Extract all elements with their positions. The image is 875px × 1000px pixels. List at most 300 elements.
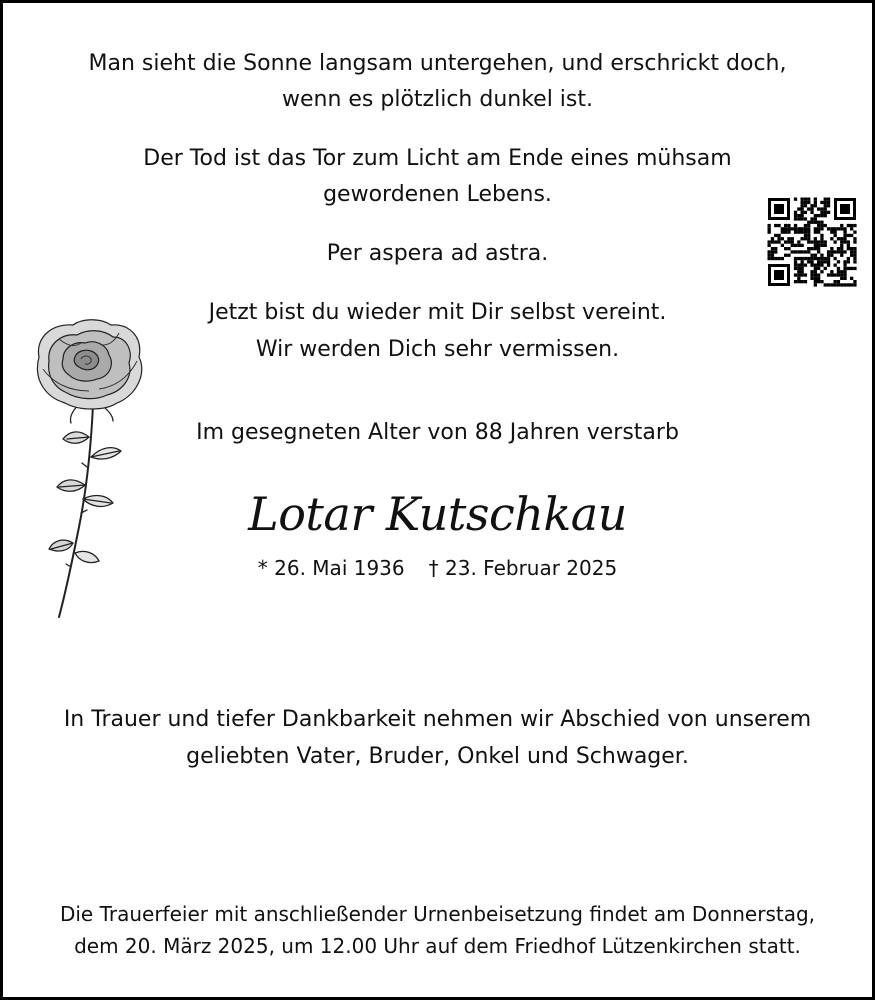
qr-module bbox=[820, 207, 823, 210]
qr-module bbox=[820, 260, 823, 263]
qr-module bbox=[804, 250, 807, 253]
qr-module bbox=[847, 247, 850, 250]
qr-module bbox=[850, 250, 853, 253]
qr-module bbox=[814, 231, 817, 234]
qr-module bbox=[787, 237, 790, 240]
qr-module bbox=[824, 214, 827, 217]
qr-module bbox=[794, 264, 797, 267]
qr-module bbox=[797, 227, 800, 230]
qr-module bbox=[820, 254, 823, 257]
qr-module bbox=[797, 264, 800, 267]
funeral-line-1: Die Trauerfeier mit anschließender Urnenbeisetzung findet am Donnerstag, bbox=[59, 902, 816, 926]
qr-module bbox=[830, 247, 833, 250]
qr-module bbox=[768, 231, 771, 234]
qr-module bbox=[801, 237, 804, 240]
qr-module bbox=[807, 240, 810, 243]
qr-module bbox=[804, 217, 807, 220]
poem-line-2: wenn es plötzlich dunkel ist. bbox=[281, 87, 593, 112]
qr-module bbox=[801, 244, 804, 247]
qr-module bbox=[814, 264, 817, 267]
qr-module bbox=[810, 221, 813, 224]
qr-module bbox=[794, 260, 797, 263]
qr-module bbox=[847, 240, 850, 243]
qr-module bbox=[814, 221, 817, 224]
qr-module bbox=[820, 280, 823, 283]
qr-module bbox=[807, 260, 810, 263]
qr-module bbox=[820, 270, 823, 273]
qr-module bbox=[847, 260, 850, 263]
qr-module bbox=[834, 240, 837, 243]
qr-module bbox=[814, 277, 817, 280]
qr-module bbox=[810, 273, 813, 276]
qr-module bbox=[774, 240, 777, 243]
qr-module bbox=[797, 240, 800, 243]
deceased-name: Lotar Kutschkau bbox=[248, 487, 627, 541]
qr-module bbox=[830, 231, 833, 234]
qr-module bbox=[777, 224, 780, 227]
qr-module bbox=[774, 257, 777, 260]
qr-module bbox=[850, 267, 853, 270]
poem-line-7: Wir werden Dich sehr vermissen. bbox=[255, 337, 620, 362]
qr-module bbox=[807, 250, 810, 253]
qr-module bbox=[820, 227, 823, 230]
qr-module bbox=[824, 283, 827, 286]
qr-module bbox=[810, 257, 813, 260]
qr-module bbox=[834, 250, 837, 253]
qr-module bbox=[827, 283, 830, 286]
qr-module bbox=[817, 277, 820, 280]
qr-module bbox=[827, 264, 830, 267]
qr-module bbox=[804, 234, 807, 237]
qr-module bbox=[781, 237, 784, 240]
qr-module bbox=[850, 227, 853, 230]
qr-module bbox=[797, 270, 800, 273]
qr-module bbox=[810, 270, 813, 273]
qr-module bbox=[768, 244, 771, 247]
qr-module bbox=[794, 231, 797, 234]
qr-module bbox=[768, 250, 771, 253]
qr-module bbox=[837, 237, 840, 240]
qr-module bbox=[817, 221, 820, 224]
qr-module bbox=[834, 273, 837, 276]
qr-module bbox=[807, 257, 810, 260]
qr-module bbox=[837, 267, 840, 270]
latin-motto: Per aspera ad astra. bbox=[326, 241, 549, 266]
qr-module bbox=[787, 224, 790, 227]
qr-module bbox=[830, 250, 833, 253]
qr-module bbox=[820, 224, 823, 227]
qr-module bbox=[804, 201, 807, 204]
qr-module bbox=[840, 227, 843, 230]
qr-module bbox=[771, 250, 774, 253]
qr-module bbox=[774, 247, 777, 250]
qr-module bbox=[824, 198, 827, 201]
qr-module bbox=[814, 201, 817, 204]
qr-module bbox=[801, 267, 804, 270]
qr-module bbox=[824, 204, 827, 207]
qr-module bbox=[801, 273, 804, 276]
qr-module bbox=[768, 240, 771, 243]
qr-module bbox=[814, 283, 817, 286]
qr-module bbox=[817, 224, 820, 227]
qr-module bbox=[794, 244, 797, 247]
qr-module bbox=[824, 260, 827, 263]
qr-module bbox=[834, 231, 837, 234]
qr-module bbox=[820, 234, 823, 237]
qr-module bbox=[801, 217, 804, 220]
qr-module bbox=[801, 211, 804, 214]
qr-module bbox=[840, 240, 843, 243]
qr-module bbox=[820, 201, 823, 204]
qr-module bbox=[853, 237, 856, 240]
qr-module bbox=[830, 254, 833, 257]
qr-module bbox=[824, 267, 827, 270]
qr-module bbox=[771, 247, 774, 250]
qr-module bbox=[810, 264, 813, 267]
qr-module bbox=[840, 237, 843, 240]
qr-module bbox=[804, 204, 807, 207]
qr-module bbox=[784, 247, 787, 250]
qr-module bbox=[784, 231, 787, 234]
qr-module bbox=[797, 250, 800, 253]
qr-module bbox=[787, 240, 790, 243]
qr-module bbox=[840, 254, 843, 257]
qr-module bbox=[817, 207, 820, 210]
qr-module bbox=[777, 237, 780, 240]
qr-module bbox=[817, 260, 820, 263]
rose-icon bbox=[29, 317, 167, 623]
qr-module bbox=[774, 224, 777, 227]
qr-module bbox=[820, 257, 823, 260]
qr-module bbox=[853, 247, 856, 250]
qr-module bbox=[840, 273, 843, 276]
qr-code-icon[interactable] bbox=[766, 196, 858, 288]
qr-module bbox=[840, 224, 843, 227]
qr-module bbox=[794, 217, 797, 220]
qr-module bbox=[817, 264, 820, 267]
qr-module bbox=[774, 250, 777, 253]
qr-module bbox=[840, 250, 843, 253]
qr-module bbox=[817, 214, 820, 217]
qr-module bbox=[814, 273, 817, 276]
qr-module bbox=[850, 283, 853, 286]
poem-line-6: Jetzt bist du wieder mit Dir selbst vereint. bbox=[208, 300, 667, 325]
qr-module bbox=[843, 234, 846, 237]
qr-module bbox=[814, 227, 817, 230]
qr-module bbox=[853, 257, 856, 260]
qr-module bbox=[814, 270, 817, 273]
qr-module bbox=[794, 280, 797, 283]
qr-module bbox=[787, 254, 790, 257]
qr-module bbox=[768, 257, 771, 260]
qr-module bbox=[847, 224, 850, 227]
qr-module bbox=[804, 227, 807, 230]
qr-module bbox=[834, 283, 837, 286]
qr-module bbox=[814, 240, 817, 243]
qr-module bbox=[791, 237, 794, 240]
qr-module bbox=[827, 257, 830, 260]
mourning-line-1: In Trauer und tiefer Dankbarkeit nehmen wir Abschied von unserem bbox=[63, 707, 812, 732]
qr-module bbox=[817, 227, 820, 230]
qr-module bbox=[768, 254, 771, 257]
qr-module bbox=[837, 270, 840, 273]
qr-module bbox=[781, 227, 784, 230]
qr-module bbox=[801, 231, 804, 234]
qr-module bbox=[777, 234, 780, 237]
qr-module bbox=[807, 198, 810, 201]
qr-module bbox=[827, 211, 830, 214]
qr-module bbox=[810, 217, 813, 220]
qr-module bbox=[817, 250, 820, 253]
age-line: Im gesegneten Alter von 88 Jahren verstarb bbox=[196, 420, 679, 445]
qr-module bbox=[801, 264, 804, 267]
qr-module bbox=[847, 257, 850, 260]
qr-module bbox=[827, 201, 830, 204]
qr-module bbox=[853, 280, 856, 283]
qr-module bbox=[853, 250, 856, 253]
qr-module bbox=[797, 280, 800, 283]
qr-module bbox=[820, 221, 823, 224]
qr-module bbox=[834, 280, 837, 283]
qr-module bbox=[804, 198, 807, 201]
qr-module bbox=[853, 224, 856, 227]
qr-module bbox=[801, 270, 804, 273]
qr-module bbox=[837, 250, 840, 253]
qr-module bbox=[797, 244, 800, 247]
qr-module bbox=[797, 217, 800, 220]
funeral-line-2: dem 20. März 2025, um 12.00 Uhr auf dem Friedhof Lützenkirchen statt. bbox=[74, 934, 801, 958]
qr-module bbox=[801, 207, 804, 210]
qr-module bbox=[834, 257, 837, 260]
qr-module bbox=[843, 250, 846, 253]
qr-module bbox=[834, 234, 837, 237]
qr-module bbox=[794, 267, 797, 270]
qr-module bbox=[824, 240, 827, 243]
qr-module bbox=[781, 257, 784, 260]
qr-module bbox=[850, 234, 853, 237]
qr-module bbox=[843, 270, 846, 273]
qr-module bbox=[834, 264, 837, 267]
qr-module bbox=[787, 227, 790, 230]
qr-module bbox=[768, 224, 771, 227]
qr-module bbox=[830, 227, 833, 230]
qr-module bbox=[824, 201, 827, 204]
qr-module bbox=[824, 207, 827, 210]
qr-module bbox=[843, 283, 846, 286]
qr-module bbox=[847, 244, 850, 247]
qr-module bbox=[843, 264, 846, 267]
qr-module bbox=[807, 237, 810, 240]
qr-module bbox=[830, 273, 833, 276]
qr-module bbox=[840, 270, 843, 273]
qr-module bbox=[840, 277, 843, 280]
qr-module bbox=[771, 240, 774, 243]
qr-module bbox=[804, 224, 807, 227]
qr-module bbox=[843, 260, 846, 263]
qr-module bbox=[807, 234, 810, 237]
qr-module bbox=[824, 244, 827, 247]
qr-module bbox=[853, 283, 856, 286]
qr-module bbox=[801, 280, 804, 283]
qr-module bbox=[837, 260, 840, 263]
qr-module bbox=[847, 234, 850, 237]
qr-module bbox=[807, 224, 810, 227]
qr-module bbox=[777, 257, 780, 260]
qr-module bbox=[843, 277, 846, 280]
qr-module bbox=[784, 227, 787, 230]
qr-module bbox=[834, 227, 837, 230]
qr-module bbox=[820, 237, 823, 240]
qr-module bbox=[801, 250, 804, 253]
qr-module bbox=[768, 227, 771, 230]
qr-module bbox=[827, 204, 830, 207]
qr-module bbox=[807, 247, 810, 250]
qr-module bbox=[801, 198, 804, 201]
qr-module bbox=[771, 237, 774, 240]
qr-module bbox=[820, 214, 823, 217]
qr-module bbox=[817, 247, 820, 250]
qr-module bbox=[801, 257, 804, 260]
qr-module bbox=[847, 283, 850, 286]
qr-module bbox=[810, 260, 813, 263]
qr-module bbox=[791, 240, 794, 243]
qr-module bbox=[797, 207, 800, 210]
qr-module bbox=[794, 250, 797, 253]
qr-module bbox=[801, 201, 804, 204]
qr-module bbox=[837, 227, 840, 230]
qr-module bbox=[797, 273, 800, 276]
qr-module bbox=[843, 273, 846, 276]
qr-module bbox=[817, 273, 820, 276]
qr-module bbox=[810, 254, 813, 257]
qr-module bbox=[797, 257, 800, 260]
qr-module bbox=[791, 227, 794, 230]
qr-module bbox=[791, 250, 794, 253]
qr-module bbox=[850, 277, 853, 280]
qr-module bbox=[771, 257, 774, 260]
qr-module bbox=[797, 231, 800, 234]
qr-module bbox=[827, 250, 830, 253]
qr-module bbox=[830, 237, 833, 240]
qr-module bbox=[814, 257, 817, 260]
qr-module bbox=[804, 211, 807, 214]
qr-module bbox=[853, 240, 856, 243]
qr-module bbox=[817, 267, 820, 270]
poem-line-3: Der Tod ist das Tor zum Licht am Ende eines mühsam bbox=[143, 146, 732, 171]
qr-module bbox=[794, 211, 797, 214]
qr-module bbox=[801, 260, 804, 263]
qr-module bbox=[807, 231, 810, 234]
qr-module bbox=[814, 237, 817, 240]
qr-module bbox=[840, 283, 843, 286]
qr-module bbox=[787, 247, 790, 250]
qr-module bbox=[807, 221, 810, 224]
qr-module bbox=[830, 283, 833, 286]
qr-module bbox=[840, 247, 843, 250]
qr-module bbox=[807, 201, 810, 204]
qr-module bbox=[853, 254, 856, 257]
qr-module bbox=[804, 231, 807, 234]
poem-line-4: gewordenen Lebens. bbox=[323, 182, 552, 207]
qr-module bbox=[777, 240, 780, 243]
qr-module bbox=[794, 257, 797, 260]
qr-module bbox=[791, 244, 794, 247]
qr-module bbox=[814, 247, 817, 250]
qr-module bbox=[827, 254, 830, 257]
qr-module bbox=[817, 280, 820, 283]
qr-module bbox=[827, 198, 830, 201]
qr-module bbox=[824, 257, 827, 260]
qr-module bbox=[797, 277, 800, 280]
qr-module bbox=[830, 270, 833, 273]
qr-module bbox=[850, 247, 853, 250]
qr-module bbox=[807, 207, 810, 210]
qr-module bbox=[843, 240, 846, 243]
qr-module bbox=[814, 280, 817, 283]
qr-module bbox=[814, 204, 817, 207]
qr-module bbox=[797, 267, 800, 270]
qr-module bbox=[814, 254, 817, 257]
qr-module bbox=[850, 224, 853, 227]
qr-module bbox=[771, 254, 774, 257]
qr-module bbox=[820, 211, 823, 214]
poem-line-1: Man sieht die Sonne langsam untergehen, und erschrickt doch, bbox=[88, 51, 787, 76]
qr-module bbox=[820, 240, 823, 243]
qr-module bbox=[843, 227, 846, 230]
qr-module bbox=[784, 240, 787, 243]
qr-module bbox=[817, 257, 820, 260]
qr-module bbox=[840, 244, 843, 247]
qr-module bbox=[784, 224, 787, 227]
qr-module bbox=[814, 198, 817, 201]
qr-module bbox=[814, 214, 817, 217]
qr-module bbox=[837, 247, 840, 250]
death-date: † 23. Februar 2025 bbox=[428, 556, 618, 580]
qr-module bbox=[797, 214, 800, 217]
qr-module bbox=[794, 198, 797, 201]
qr-module bbox=[843, 237, 846, 240]
qr-module bbox=[804, 237, 807, 240]
qr-module bbox=[781, 231, 784, 234]
qr-module bbox=[794, 224, 797, 227]
qr-module bbox=[843, 231, 846, 234]
qr-module bbox=[781, 244, 784, 247]
qr-module bbox=[794, 273, 797, 276]
qr-module bbox=[807, 227, 810, 230]
qr-module bbox=[810, 277, 813, 280]
qr-module bbox=[804, 273, 807, 276]
qr-module bbox=[814, 267, 817, 270]
qr-module bbox=[787, 231, 790, 234]
qr-module bbox=[827, 260, 830, 263]
qr-module bbox=[810, 204, 813, 207]
qr-module bbox=[827, 227, 830, 230]
qr-module bbox=[801, 227, 804, 230]
qr-module bbox=[837, 280, 840, 283]
qr-module bbox=[814, 217, 817, 220]
qr-module bbox=[810, 211, 813, 214]
qr-module bbox=[784, 254, 787, 257]
qr-module bbox=[794, 227, 797, 230]
qr-module bbox=[814, 244, 817, 247]
qr-module bbox=[810, 207, 813, 210]
qr-module bbox=[837, 273, 840, 276]
qr-module bbox=[817, 231, 820, 234]
qr-module bbox=[804, 257, 807, 260]
qr-module bbox=[817, 244, 820, 247]
qr-module bbox=[853, 267, 856, 270]
qr-module bbox=[810, 240, 813, 243]
